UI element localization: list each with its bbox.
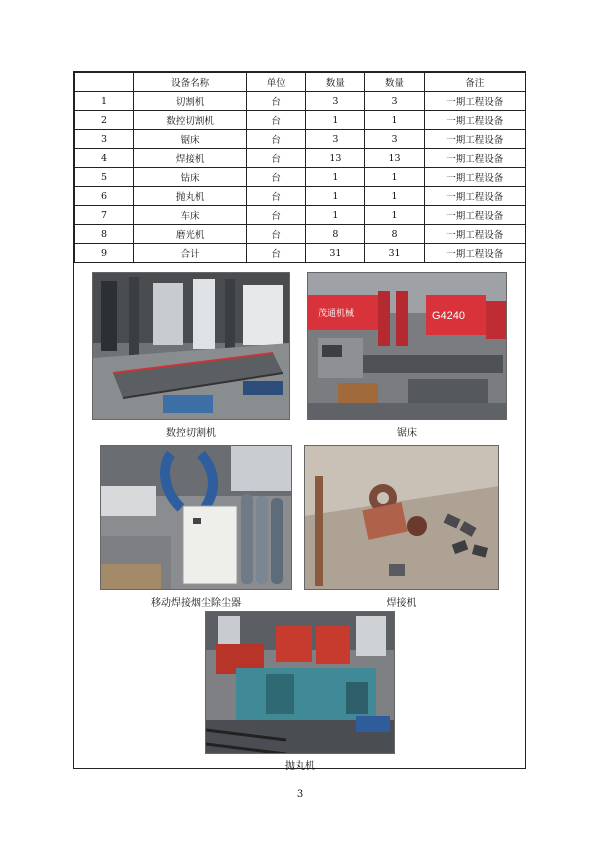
saw-model-sign: G4240 [432,310,466,322]
header-cell: 备注 [424,73,525,92]
table-cell: 1 [306,187,365,206]
table-cell: 3 [365,92,424,111]
table-cell: 1 [365,168,424,187]
table-cell: 合计 [134,244,247,263]
table-cell: 抛丸机 [134,187,247,206]
table-cell: 台 [247,187,306,206]
table-cell: 一期工程设备 [424,187,525,206]
table-cell: 7 [75,206,134,225]
table-cell: 1 [365,187,424,206]
table-cell: 钻床 [134,168,247,187]
table-cell: 2 [75,111,134,130]
table-cell: 3 [306,130,365,149]
table-cell: 台 [247,225,306,244]
table-row [75,187,526,206]
table-cell: 13 [365,149,424,168]
table-cell: 3 [306,92,365,111]
table-cell: 台 [247,130,306,149]
table-cell: 台 [247,111,306,130]
table-cell: 31 [365,244,424,263]
cnc-cutter-photo [92,272,290,420]
table-cell: 3 [75,130,134,149]
table-header-row [75,73,526,92]
table-cell: 1 [306,111,365,130]
table-cell: 4 [75,149,134,168]
table-cell: 9 [75,244,134,263]
saw-photo [307,272,507,420]
table-cell: 1 [306,206,365,225]
table-cell: 一期工程设备 [424,168,525,187]
saw-brand-sign: 茂通机械 [318,308,355,318]
welder-photo [304,445,499,590]
header-cell: 数量 [365,73,424,92]
table-row [75,225,526,244]
welder-caption: 焊接机 [386,598,417,609]
table-cell: 台 [247,92,306,111]
table-cell: 8 [365,225,424,244]
header-cell: 单位 [247,73,306,92]
document-frame [73,71,526,772]
table-cell: 一期工程设备 [424,244,525,263]
header-cell: 数量 [306,73,365,92]
table-row [75,130,526,149]
table-row [75,111,526,130]
table-cell: 1 [306,168,365,187]
table-cell: 6 [75,187,134,206]
table-row [75,149,526,168]
table-cell: 1 [365,111,424,130]
table-cell: 8 [306,225,365,244]
table-cell: 13 [306,149,365,168]
table-row [75,244,526,263]
header-cell [75,73,134,92]
table-cell: 车床 [134,206,247,225]
table-cell: 一期工程设备 [424,111,525,130]
table-cell: 5 [75,168,134,187]
header-cell: 设备名称 [134,73,247,92]
table-cell: 一期工程设备 [424,92,525,111]
table-cell: 8 [75,225,134,244]
table-cell: 台 [247,149,306,168]
table-cell: 1 [365,206,424,225]
table-cell: 台 [247,244,306,263]
fume-collector-photo [100,445,292,590]
table-cell: 31 [306,244,365,263]
fume-collector-caption: 移动焊接烟尘除尘器 [151,598,241,609]
equipment-table [74,72,526,263]
table-cell: 1 [75,92,134,111]
table-cell: 磨光机 [134,225,247,244]
table-cell: 台 [247,168,306,187]
page-number: 3 [296,789,304,800]
table-cell: 焊接机 [134,149,247,168]
table-row [75,206,526,225]
table-cell: 3 [365,130,424,149]
table-cell: 台 [247,206,306,225]
saw-caption: 锯床 [397,428,417,439]
table-cell: 一期工程设备 [424,130,525,149]
table-cell: 一期工程设备 [424,149,525,168]
shot-blaster-caption: 抛丸机 [285,761,315,772]
shot-blaster-photo [205,611,395,754]
cnc-cutter-caption: 数控切割机 [166,428,216,439]
table-row [75,92,526,111]
table-cell: 一期工程设备 [424,225,525,244]
table-cell: 切割机 [134,92,247,111]
table-cell: 数控切割机 [134,111,247,130]
table-cell: 锯床 [134,130,247,149]
table-row [75,168,526,187]
table-cell: 一期工程设备 [424,206,525,225]
